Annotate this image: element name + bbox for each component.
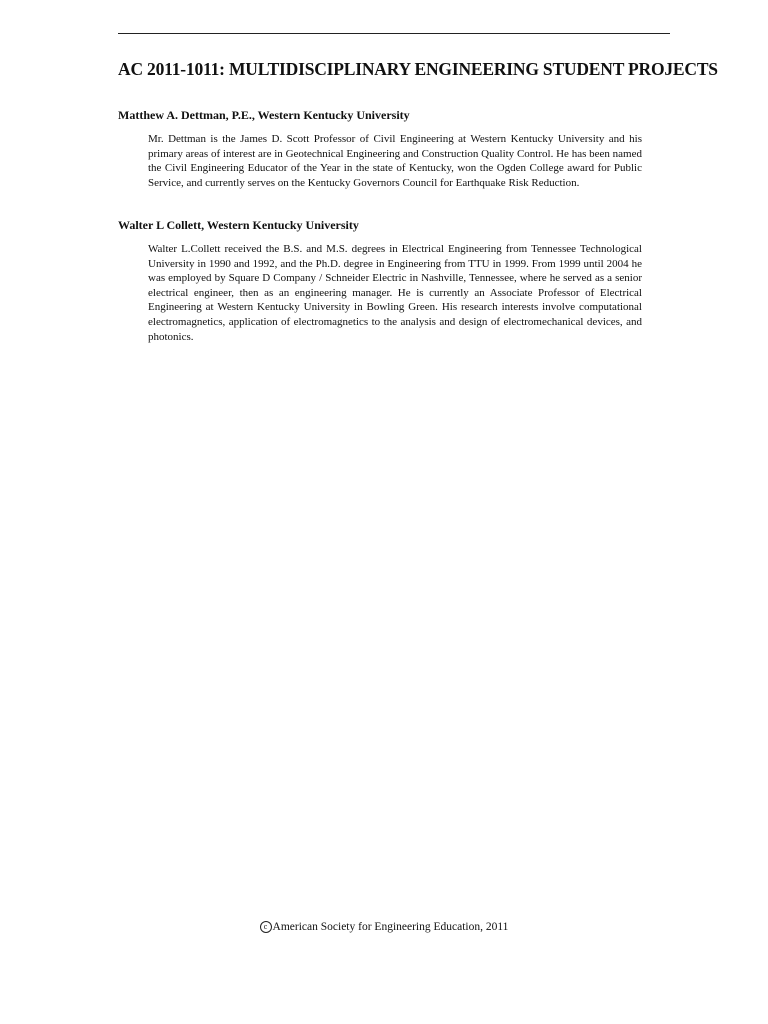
copyright-text: American Society for Engineering Education, 2011 xyxy=(272,921,509,933)
author-block-dettman xyxy=(118,108,642,190)
top-rule xyxy=(118,33,670,34)
author-heading: Matthew A. Dettman, P.E., Western Kentucky University xyxy=(118,108,410,122)
paper-title: AC 2011-1011: MULTIDISCIPLINARY ENGINEERING STUDENT PROJECTS xyxy=(118,59,718,79)
copyright-footer xyxy=(0,920,768,934)
copyright-icon: c xyxy=(260,921,272,933)
author-heading: Walter L Collett, Western Kentucky University xyxy=(118,218,359,232)
author-bio: Walter L.Collett received the B.S. and M.S. degrees in Electrical Engineering from Tennessee Technological University in 1990 and 1992, and the Ph.D. degree in Engineering from TTU in 1999. From 1999 until 2004 he was employed by Square D Company / Schneider Electric in Nashville, Tennessee, where he served as a senior electrical engineer, then as an engineering manager. He is currently an Associate Professor of Electrical Engineering at Western Kentucky University in Bowling Green. His research interests involve computational electromagnetics, application of electromagnetics to the analysis and design of electromechanical devices, and photonics. xyxy=(148,243,642,343)
author-bio: Mr. Dettman is the James D. Scott Professor of Civil Engineering at Western Kentucky University and his primary areas of interest are in Geotechnical Engineering and Construction Quality Control. He has been named the Civil Engineering Educator of the Year in the state of Kentucky, won the Ogden College award for Public Service, and currently serves on the Kentucky Governors Council for Earthquake Risk Reduction. xyxy=(148,133,642,189)
author-block-collett xyxy=(118,218,642,344)
